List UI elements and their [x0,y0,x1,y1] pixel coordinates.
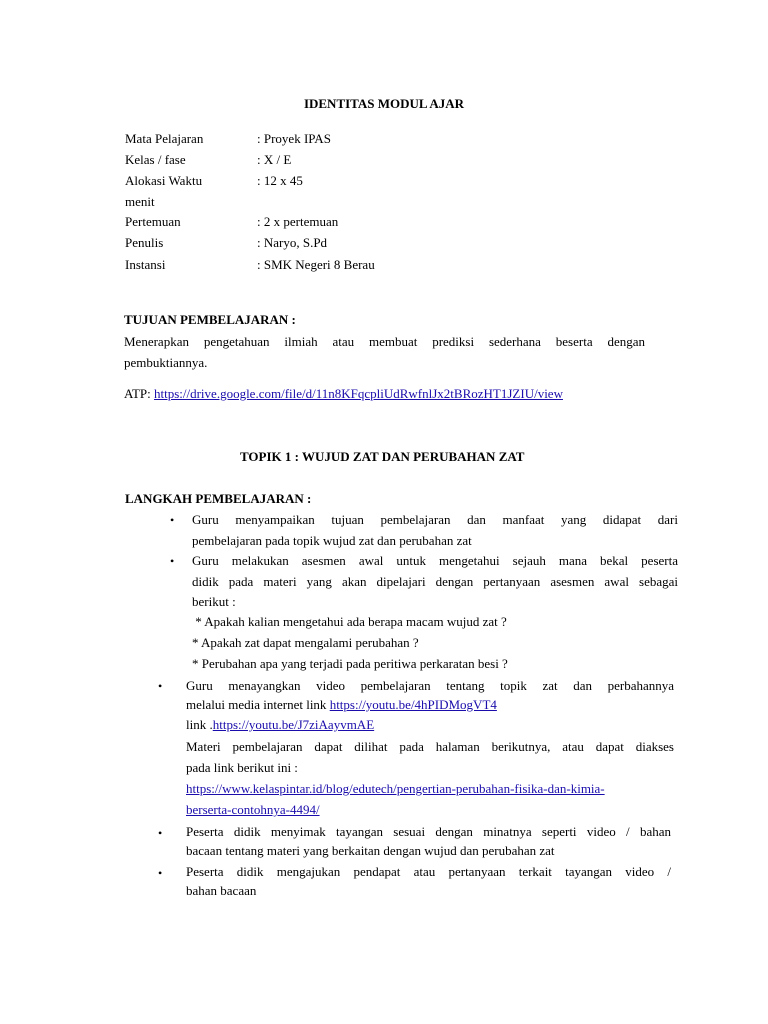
bullet-icon: • [158,679,163,693]
tujuan-text-line1: Menerapkan pengetahuan ilmiah atau membuat prediksi sederhana beserta dengan [124,334,645,349]
item3-line1: Guru menayangkan video pembelajaran tentang topik zat dan perbahannya [186,678,674,693]
tujuan-text-line2: pembuktiannya. [124,355,208,370]
identity-value-kelas: : X / E [257,152,292,167]
item2-line1: Guru melakukan asesmen awal untuk mengetahui sejauh mana bekal peserta [192,553,678,568]
item3-line5: pada link berikut ini : [186,760,298,775]
question-1: * Apakah kalian mengetahui ada berapa macam wujud zat ? [192,614,507,629]
bullet-icon: • [170,513,175,527]
question-2: * Apakah zat dapat mengalami perubahan ? [192,635,419,650]
identity-value-penulis: : Naryo, S.Pd [257,235,328,250]
item3-line2-text: melalui media internet link [186,697,330,712]
document-title: IDENTITAS MODUL AJAR [303,96,465,111]
item1-line2: pembelajaran pada topik wujud zat dan perubahan zat [192,533,472,548]
atp-label: ATP: [124,386,154,401]
identity-value-mata-pelajaran: : Proyek IPAS [257,131,331,146]
item5-line2: bahan bacaan [186,883,257,898]
identity-value-pertemuan: : 2 x pertemuan [257,214,339,229]
item3-line2 [186,697,497,713]
item2-line2: didik pada materi yang akan dipelajari dengan pertanyaan asesmen awal sebagai [192,574,678,589]
bullet-icon: • [158,826,163,840]
item4-line1: Peserta didik menyimak tayangan sesuai dengan minatnya seperti video / bahan [186,824,671,839]
item3-line3 [186,717,374,733]
identity-label-menit: menit [125,194,155,209]
identity-label-instansi: Instansi [125,257,166,272]
identity-label-mata-pelajaran: Mata Pelajaran [125,131,204,146]
atp-line [124,386,563,402]
item3-line4: Materi pembelajaran dapat dilihat pada halaman berikutnya, atau dapat diakses [186,739,674,754]
identity-label-penulis: Penulis [125,235,164,250]
langkah-heading: LANGKAH PEMBELAJARAN : [125,491,312,506]
identity-label-alokasi-waktu: Alokasi Waktu [125,173,203,188]
identity-label-kelas: Kelas / fase [125,152,186,167]
topik-heading: TOPIK 1 : WUJUD ZAT DAN PERUBAHAN ZAT [240,449,525,464]
item3-line3-text: link . [186,717,213,732]
kelaspintar-link-b[interactable]: berserta-contohnya-4494/ [186,802,320,817]
bullet-icon: • [170,554,175,568]
kelaspintar-link-part2[interactable] [186,802,320,818]
tujuan-heading: TUJUAN PEMBELAJARAN : [124,312,296,327]
bullet-icon: • [158,866,163,880]
identity-label-pertemuan: Pertemuan [125,214,181,229]
kelaspintar-link-part1[interactable] [186,781,605,797]
youtube-link-1[interactable]: https://youtu.be/4hPIDMogVT4 [329,697,497,712]
item1-line1: Guru menyampaikan tujuan pembelajaran dan manfaat yang didapat dari [192,512,678,527]
youtube-link-2[interactable]: https://youtu.be/J7ziAayvmAE [212,717,375,732]
identity-value-instansi: : SMK Negeri 8 Berau [257,257,375,272]
item4-line2: bacaan tentang materi yang berkaitan dengan wujud dan perubahan zat [186,843,555,858]
identity-value-alokasi-waktu: : 12 x 45 [257,173,303,188]
item5-line1: Peserta didik mengajukan pendapat atau pertanyaan terkait tayangan video / [186,864,671,879]
atp-link[interactable]: https://drive.google.com/file/d/11n8KFqcpliUdRwfnlJx2tBRozHT1JZIU/view [153,386,563,401]
item2-line3: berikut : [192,594,236,609]
question-3: * Perubahan apa yang terjadi pada peritiwa perkaratan besi ? [192,656,508,671]
kelaspintar-link-a[interactable]: https://www.kelaspintar.id/blog/edutech/pengertian-perubahan-fisika-dan-kimia- [186,781,605,796]
